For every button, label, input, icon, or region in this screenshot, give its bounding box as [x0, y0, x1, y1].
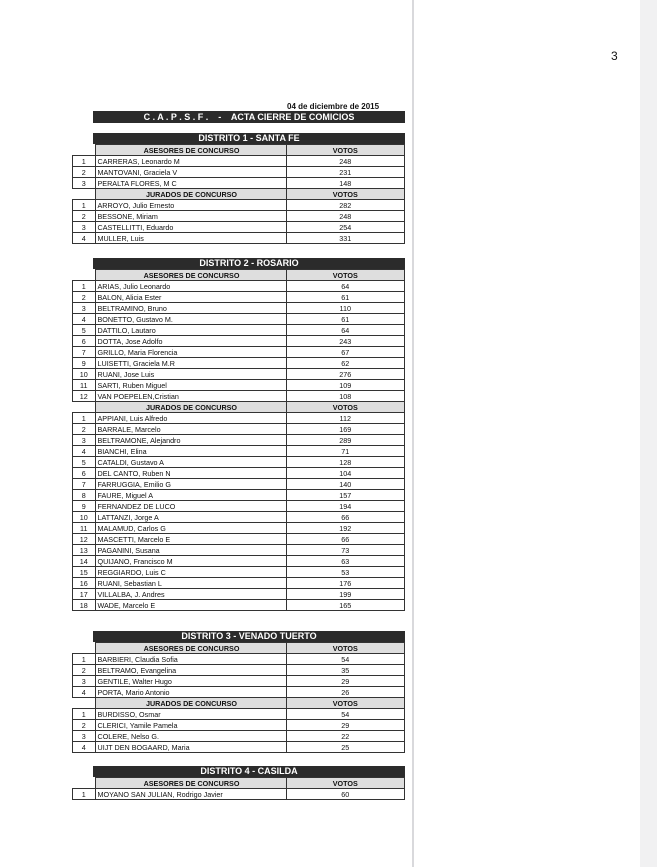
district-header: DISTRITO 2 - ROSARIO — [93, 258, 405, 269]
vote-count: 66 — [286, 534, 405, 545]
candidate-name: MOYANO SAN JULIAN, Rodrigo Javier — [95, 789, 286, 800]
vote-count: 231 — [286, 167, 405, 178]
candidate-name: BONETTO, Gustavo M. — [95, 314, 286, 325]
table-row — [73, 556, 405, 567]
table-row — [73, 600, 405, 611]
table-row — [73, 325, 405, 336]
vote-count: 53 — [286, 567, 405, 578]
table-row — [73, 654, 405, 665]
row-number: 2 — [73, 424, 96, 435]
candidate-name: BIANCHI, Elina — [95, 446, 286, 457]
candidate-name: SARTI, Ruben Miguel — [95, 380, 286, 391]
row-number: 11 — [73, 380, 96, 391]
table-row — [73, 347, 405, 358]
vote-count: 282 — [286, 200, 405, 211]
vote-count: 289 — [286, 435, 405, 446]
table-row — [73, 720, 405, 731]
table-row — [73, 156, 405, 167]
vote-count: 157 — [286, 490, 405, 501]
vote-count: 165 — [286, 600, 405, 611]
table-row — [73, 665, 405, 676]
votes-header: VOTOS — [286, 698, 405, 709]
table-row — [73, 314, 405, 325]
votes-header: VOTOS — [286, 778, 405, 789]
row-number: 3 — [73, 731, 96, 742]
row-number: 10 — [73, 512, 96, 523]
candidate-name: UIJT DEN BOGAARD, Maria — [95, 742, 286, 753]
vote-count: 148 — [286, 178, 405, 189]
row-number: 6 — [73, 336, 96, 347]
group-header: JURADOS DE CONCURSO — [95, 402, 286, 413]
candidate-name: GRILLO, Maria Florencia — [95, 347, 286, 358]
vote-count: 22 — [286, 731, 405, 742]
table-row — [73, 687, 405, 698]
row-number: 3 — [73, 303, 96, 314]
district-header: DISTRITO 3 - VENADO TUERTO — [93, 631, 405, 642]
candidate-name: RUANI, Sebastian L — [95, 578, 286, 589]
group-header-row — [73, 189, 405, 200]
group-header-row — [73, 643, 405, 654]
candidate-name: MULLER, Luis — [95, 233, 286, 244]
row-number: 3 — [73, 178, 96, 189]
row-number: 13 — [73, 545, 96, 556]
district-table — [72, 777, 405, 800]
vote-count: 176 — [286, 578, 405, 589]
row-number: 9 — [73, 358, 96, 369]
table-row — [73, 446, 405, 457]
vote-count: 109 — [286, 380, 405, 391]
scan-margin — [640, 0, 657, 867]
vote-count: 63 — [286, 556, 405, 567]
candidate-name: CARRERAS, Leonardo M — [95, 156, 286, 167]
table-row — [73, 200, 405, 211]
table-row — [73, 501, 405, 512]
row-number: 1 — [73, 709, 96, 720]
table-row — [73, 358, 405, 369]
table-row — [73, 731, 405, 742]
page-number: 3 — [611, 49, 618, 63]
candidate-name: BESSONE, Miriam — [95, 211, 286, 222]
row-number: 5 — [73, 457, 96, 468]
district-header: DISTRITO 4 - CASILDA — [93, 766, 405, 777]
vote-count: 243 — [286, 336, 405, 347]
row-number: 4 — [73, 314, 96, 325]
blank-cell — [73, 643, 96, 654]
row-number: 10 — [73, 369, 96, 380]
candidate-name: MASCETTI, Marcelo E — [95, 534, 286, 545]
votes-header: VOTOS — [286, 189, 405, 200]
row-number: 2 — [73, 211, 96, 222]
row-number: 2 — [73, 720, 96, 731]
row-number: 17 — [73, 589, 96, 600]
table-row — [73, 567, 405, 578]
candidate-name: WADE, Marcelo E — [95, 600, 286, 611]
blank-cell — [73, 189, 96, 200]
vote-count: 62 — [286, 358, 405, 369]
vote-count: 67 — [286, 347, 405, 358]
vote-count: 64 — [286, 325, 405, 336]
group-header: ASESORES DE CONCURSO — [95, 270, 286, 281]
row-number: 6 — [73, 468, 96, 479]
candidate-name: BARBIERI, Claudia Sofia — [95, 654, 286, 665]
vote-count: 254 — [286, 222, 405, 233]
vote-count: 54 — [286, 709, 405, 720]
table-row — [73, 222, 405, 233]
row-number: 3 — [73, 676, 96, 687]
candidate-name: APPIANI, Luis Alfredo — [95, 413, 286, 424]
row-number: 11 — [73, 523, 96, 534]
document-title: C . A . P . S . F . - ACTA CIERRE DE COMICIOS — [93, 111, 405, 123]
vote-count: 331 — [286, 233, 405, 244]
candidate-name: FERNANDEZ DE LUCO — [95, 501, 286, 512]
vote-count: 192 — [286, 523, 405, 534]
vote-count: 29 — [286, 720, 405, 731]
vote-count: 169 — [286, 424, 405, 435]
row-number: 14 — [73, 556, 96, 567]
votes-header: VOTOS — [286, 270, 405, 281]
vote-count: 26 — [286, 687, 405, 698]
district-section — [72, 631, 405, 753]
candidate-name: CASTELLITTI, Eduardo — [95, 222, 286, 233]
group-header: JURADOS DE CONCURSO — [95, 698, 286, 709]
candidate-name: LATTANZI, Jorge A — [95, 512, 286, 523]
row-number: 2 — [73, 292, 96, 303]
group-header: ASESORES DE CONCURSO — [95, 778, 286, 789]
vote-count: 73 — [286, 545, 405, 556]
row-number: 16 — [73, 578, 96, 589]
row-number: 1 — [73, 281, 96, 292]
table-row — [73, 292, 405, 303]
vote-count: 108 — [286, 391, 405, 402]
vote-count: 248 — [286, 156, 405, 167]
row-number: 18 — [73, 600, 96, 611]
table-row — [73, 709, 405, 720]
votes-header: VOTOS — [286, 643, 405, 654]
candidate-name: CATALDI, Gustavo A — [95, 457, 286, 468]
table-row — [73, 380, 405, 391]
table-row — [73, 435, 405, 446]
table-row — [73, 167, 405, 178]
table-row — [73, 523, 405, 534]
row-number: 2 — [73, 665, 96, 676]
blank-cell — [73, 778, 96, 789]
table-row — [73, 512, 405, 523]
row-number: 12 — [73, 534, 96, 545]
row-number: 3 — [73, 222, 96, 233]
table-row — [73, 742, 405, 753]
table-row — [73, 336, 405, 347]
row-number: 15 — [73, 567, 96, 578]
row-number: 4 — [73, 446, 96, 457]
group-header-row — [73, 402, 405, 413]
candidate-name: LUISETTI, Graciela M.R — [95, 358, 286, 369]
candidate-name: BARRALE, Marcelo — [95, 424, 286, 435]
vote-count: 104 — [286, 468, 405, 479]
vote-count: 112 — [286, 413, 405, 424]
row-number: 7 — [73, 479, 96, 490]
vote-count: 66 — [286, 512, 405, 523]
district-section — [72, 133, 405, 244]
candidate-name: FARRUGGIA, Emilio G — [95, 479, 286, 490]
vote-count: 60 — [286, 789, 405, 800]
table-row — [73, 589, 405, 600]
district-table — [72, 269, 405, 611]
table-row — [73, 534, 405, 545]
candidate-name: QUIJANO, Francisco M — [95, 556, 286, 567]
candidate-name: BELTRAMO, Evangelina — [95, 665, 286, 676]
row-number: 8 — [73, 490, 96, 501]
vote-count: 64 — [286, 281, 405, 292]
table-row — [73, 676, 405, 687]
page-edge-line — [412, 0, 414, 867]
candidate-name: MALAMUD, Carlos G — [95, 523, 286, 534]
vote-count: 29 — [286, 676, 405, 687]
table-row — [73, 468, 405, 479]
candidate-name: RUANI, Jose Luis — [95, 369, 286, 380]
table-row — [73, 479, 405, 490]
votes-header: VOTOS — [286, 145, 405, 156]
candidate-name: BALON, Alicia Ester — [95, 292, 286, 303]
group-header: ASESORES DE CONCURSO — [95, 643, 286, 654]
row-number: 1 — [73, 200, 96, 211]
group-header-row — [73, 145, 405, 156]
table-row — [73, 369, 405, 380]
row-number: 4 — [73, 742, 96, 753]
candidate-name: VAN POEPELEN,Cristian — [95, 391, 286, 402]
district-table — [72, 642, 405, 753]
candidate-name: VILLALBA, J. Andres — [95, 589, 286, 600]
row-number: 1 — [73, 156, 96, 167]
table-row — [73, 303, 405, 314]
group-header-row — [73, 270, 405, 281]
row-number: 1 — [73, 413, 96, 424]
candidate-name: MANTOVANI, Graciela V — [95, 167, 286, 178]
vote-count: 54 — [286, 654, 405, 665]
votes-header: VOTOS — [286, 402, 405, 413]
vote-count: 199 — [286, 589, 405, 600]
row-number: 4 — [73, 233, 96, 244]
candidate-name: DOTTA, Jose Adolfo — [95, 336, 286, 347]
district-section — [72, 766, 405, 800]
vote-count: 128 — [286, 457, 405, 468]
vote-count: 276 — [286, 369, 405, 380]
candidate-name: COLERE, Nelso G. — [95, 731, 286, 742]
candidate-name: PORTA, Mario Antonio — [95, 687, 286, 698]
vote-count: 194 — [286, 501, 405, 512]
candidate-name: ARIAS, Julio Leonardo — [95, 281, 286, 292]
blank-cell — [73, 270, 96, 281]
table-row — [73, 233, 405, 244]
group-header-row — [73, 698, 405, 709]
table-row — [73, 413, 405, 424]
district-header: DISTRITO 1 - SANTA FE — [93, 133, 405, 144]
candidate-name: ARROYO, Julio Ernesto — [95, 200, 286, 211]
candidate-name: PERALTA FLORES, M C — [95, 178, 286, 189]
blank-cell — [73, 145, 96, 156]
row-number: 1 — [73, 789, 96, 800]
vote-count: 61 — [286, 314, 405, 325]
vote-count: 25 — [286, 742, 405, 753]
candidate-name: REGGIARDO, Luis C — [95, 567, 286, 578]
district-section — [72, 258, 405, 611]
table-row — [73, 281, 405, 292]
row-number: 7 — [73, 347, 96, 358]
vote-count: 71 — [286, 446, 405, 457]
vote-count: 140 — [286, 479, 405, 490]
candidate-name: FAURE, Miguel A — [95, 490, 286, 501]
vote-count: 248 — [286, 211, 405, 222]
candidate-name: BELTRAMINO, Bruno — [95, 303, 286, 314]
row-number: 9 — [73, 501, 96, 512]
group-header-row — [73, 778, 405, 789]
table-row — [73, 545, 405, 556]
document-date: 04 de diciembre de 2015 — [287, 102, 380, 111]
candidate-name: CLERICI, Yamile Pamela — [95, 720, 286, 731]
candidate-name: BELTRAMONE, Alejandro — [95, 435, 286, 446]
table-row — [73, 391, 405, 402]
row-number: 2 — [73, 167, 96, 178]
vote-count: 35 — [286, 665, 405, 676]
table-row — [73, 490, 405, 501]
table-row — [73, 211, 405, 222]
vote-count: 110 — [286, 303, 405, 314]
blank-cell — [73, 698, 96, 709]
row-number: 3 — [73, 435, 96, 446]
row-number: 12 — [73, 391, 96, 402]
table-row — [73, 457, 405, 468]
candidate-name: PAGANINI, Susana — [95, 545, 286, 556]
table-row — [73, 789, 405, 800]
vote-count: 61 — [286, 292, 405, 303]
group-header: ASESORES DE CONCURSO — [95, 145, 286, 156]
district-table — [72, 144, 405, 244]
table-row — [73, 424, 405, 435]
candidate-name: GENTILE, Walter Hugo — [95, 676, 286, 687]
group-header: JURADOS DE CONCURSO — [95, 189, 286, 200]
blank-cell — [73, 402, 96, 413]
row-number: 5 — [73, 325, 96, 336]
row-number: 4 — [73, 687, 96, 698]
candidate-name: BURDISSO, Osmar — [95, 709, 286, 720]
candidate-name: DEL CANTO, Ruben N — [95, 468, 286, 479]
candidate-name: DATTILO, Lautaro — [95, 325, 286, 336]
table-row — [73, 578, 405, 589]
row-number: 1 — [73, 654, 96, 665]
table-row — [73, 178, 405, 189]
